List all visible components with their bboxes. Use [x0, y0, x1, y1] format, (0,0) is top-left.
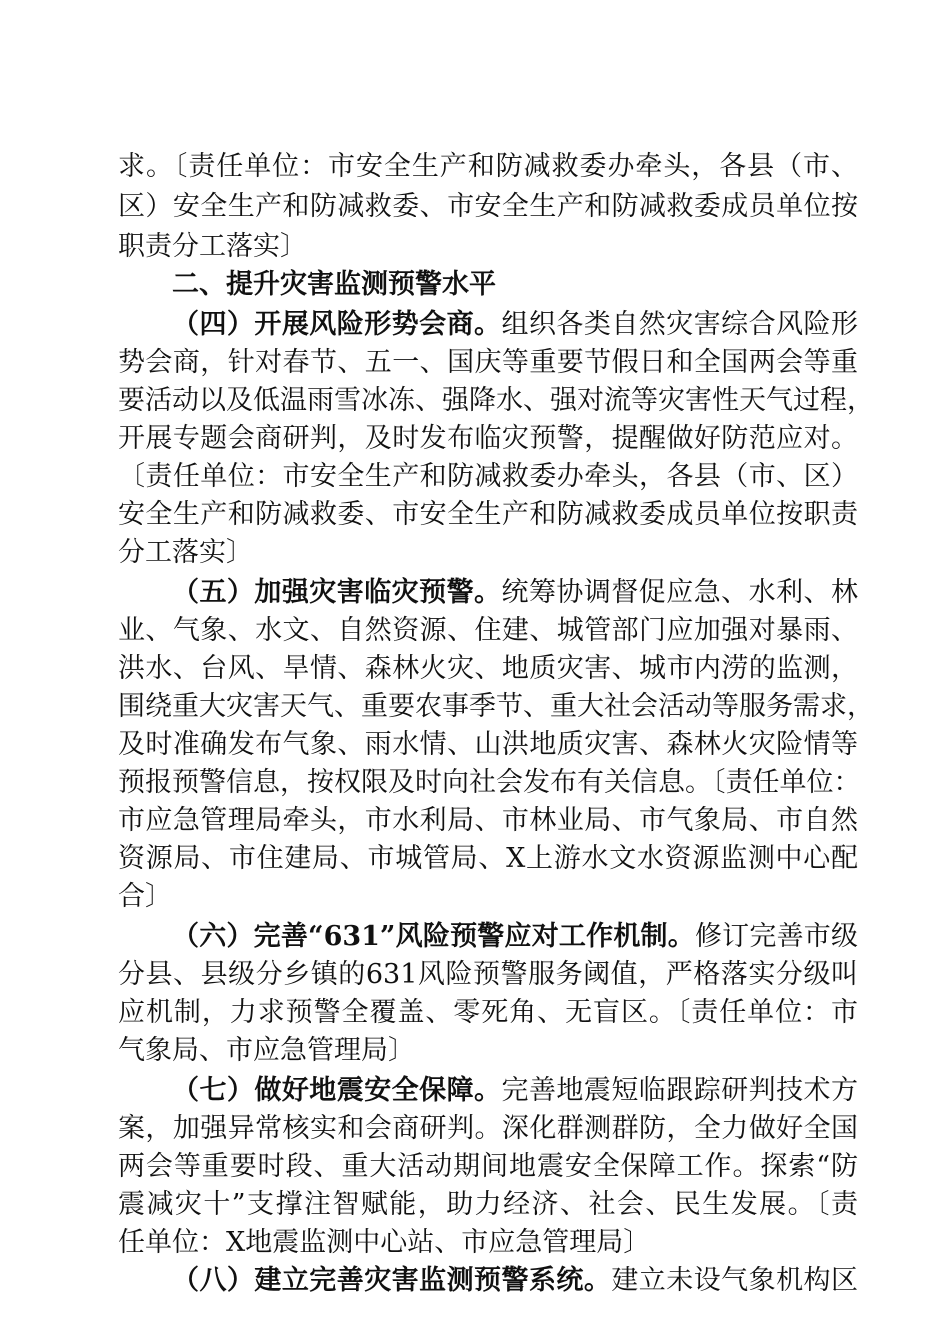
text-line: 及时准确发布气象、雨水情、山洪地质灾害、森林火灾险情等 — [118, 729, 858, 760]
text-line: 〔责任单位：市安全生产和防减救委办牵头，各县（市、区） — [118, 461, 858, 492]
item-title: （五）加强灾害临灾预警。 — [172, 577, 502, 608]
text-line: 围绕重大灾害天气、重要农事季节、重大社会活动等服务需求， — [118, 691, 874, 722]
paragraph-first-line — [172, 1264, 858, 1298]
item-text: 修订完善市级 — [694, 921, 859, 952]
text-line: 气象局、市应急管理局〕 — [118, 1035, 415, 1066]
text-line: 势会商，针对春节、五一、国庆等重要节假日和全国两会等重 — [118, 347, 858, 378]
paragraph-first-line — [172, 1074, 858, 1108]
paragraph-first-line — [172, 576, 858, 610]
item-title: （四）开展风险形势会商。 — [172, 309, 502, 340]
text-line: 合〕 — [118, 881, 172, 912]
text-line: 洪水、台风、旱情、森林火灾、地质灾害、城市内涝的监测， — [118, 653, 858, 684]
text-line: 两会等重要时段、重大活动期间地震安全保障工作。探索“防 — [118, 1151, 858, 1182]
text-line: 市应急管理局牵头，市水利局、市林业局、市气象局、市自然 — [118, 805, 858, 836]
text-line: 分县、县级分乡镇的631风险预警服务阈值，严格落实分级叫 — [118, 959, 858, 990]
item-text: 完善地震短临跟踪研判技术方 — [501, 1075, 858, 1106]
text-line: 分工落实〕 — [118, 537, 253, 568]
text-line: 预报预警信息，按权限及时向社会发布有关信息。〔责任单位： — [118, 767, 861, 798]
text-line: 案，加强异常核实和会商研判。深化群测群防，全力做好全国 — [118, 1113, 858, 1144]
item-text: 统筹协调督促应急、水利、林 — [501, 577, 858, 608]
item-title: （八）建立完善灾害监测预警系统。 — [172, 1265, 612, 1296]
paragraph-first-line — [172, 920, 858, 954]
paragraph-first-line — [172, 308, 858, 342]
text-line: 职责分工落实〕 — [118, 231, 307, 262]
text-line: 安全生产和防减救委、市安全生产和防减救委成员单位按职责 — [118, 499, 858, 530]
item-title: （七）做好地震安全保障。 — [172, 1075, 502, 1106]
item-title: （六）完善“631”风险预警应对工作机制。 — [172, 921, 695, 952]
item-text: 组织各类自然灾害综合风险形 — [501, 309, 858, 340]
text-line: 业、气象、水文、自然资源、住建、城管部门应加强对暴雨、 — [118, 615, 858, 646]
text-line: 开展专题会商研判，及时发布临灾预警，提醒做好防范应对。 — [118, 423, 858, 454]
text-line: 应机制，力求预警全覆盖、零死角、无盲区。〔责任单位：市 — [118, 997, 858, 1028]
text-line: 要活动以及低温雨雪冰冻、强降水、强对流等灾害性天气过程， — [118, 385, 874, 416]
item-text: 建立未设气象机构区 — [611, 1265, 859, 1296]
text-line: 资源局、市住建局、市城管局、X上游水文水资源监测中心配 — [118, 843, 858, 874]
text-line: 区）安全生产和防减救委、市安全生产和防减救委成员单位按 — [118, 191, 858, 222]
text-line: 震减灾十”支撑注智赋能，助力经济、社会、民生发展。〔责 — [118, 1189, 858, 1220]
text-line: 求。〔责任单位：市安全生产和防减救委办牵头，各县（市、 — [118, 151, 858, 182]
section-heading: 二、提升灾害监测预警水平 — [172, 269, 496, 300]
text-line: 任单位：X地震监测中心站、市应急管理局〕 — [118, 1227, 651, 1258]
